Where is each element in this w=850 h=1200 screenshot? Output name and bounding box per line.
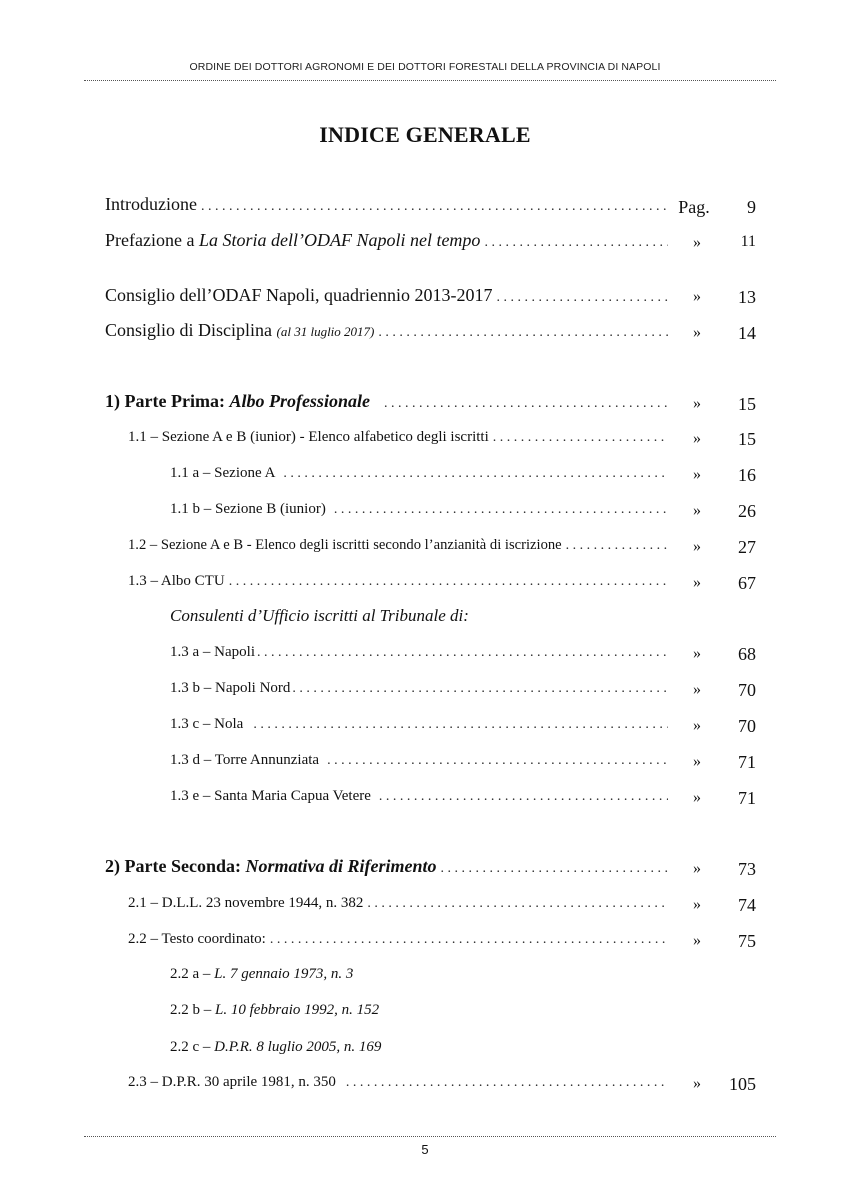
toc-page-number: 27 [738,537,756,557]
continuation-mark: » [693,717,701,734]
toc-page-number: 74 [738,895,756,915]
toc-entry-1-3-b[interactable] [170,680,668,702]
toc-entry-label: 1.2 – Sezione A e B - Elenco degli iscritti secondo l’anzianità di iscrizione [128,537,562,553]
continuation-mark: » [693,681,701,698]
toc-entry-1-3-c[interactable] [170,716,668,738]
toc-entry-label: Consiglio di Disciplina (al 31 luglio 2017) [105,320,375,340]
consulenti-subheading: Consulenti d’Ufficio iscritti al Tribunale di: [170,606,469,625]
leader-dots [270,932,668,948]
continuation-mark: » [693,538,701,555]
toc-entry-1-1-a[interactable] [170,465,668,487]
toc-entry-prefazione[interactable] [105,230,668,256]
toc-page-number: 16 [738,465,756,485]
leader-dots [378,325,668,341]
toc-entry-label: 1.1 b – Sezione B (iunior) [170,501,326,517]
toc-entry-label: 1.3 d – Torre Annunziata [170,752,320,768]
leader-dots [283,466,668,482]
continuation-mark: » [693,645,701,662]
leader-dots [384,396,668,412]
leader-dots [346,1075,668,1091]
continuation-mark: » [693,395,701,412]
toc-page-number: 105 [729,1074,756,1094]
leader-dots [334,502,668,518]
leader-dots [440,861,668,877]
toc-entry-label: 1.3 b – Napoli Nord [170,680,291,696]
toc-entry-2-1[interactable] [128,895,668,917]
footer-divider [84,1136,776,1137]
leader-dots [379,789,668,805]
continuation-mark: » [693,932,701,949]
toc-entry-introduzione[interactable] [105,194,668,220]
toc-page-number: 71 [738,788,756,808]
leader-dots [484,235,668,251]
leader-dots [493,430,668,446]
toc-entry-label: 1.3 e – Santa Maria Capua Vetere [170,788,371,804]
toc-page-number: 75 [738,931,756,951]
toc-entry-disciplina[interactable] [105,320,668,346]
toc-entry-1-3-d[interactable] [170,752,668,774]
toc-page-number: 13 [738,287,756,307]
continuation-mark: » [693,1075,701,1092]
continuation-mark: » [693,234,701,251]
toc-entry-label: 1.3 – Albo CTU [128,573,225,589]
toc-entry-label: 2.2 – Testo coordinato: [128,931,266,947]
continuation-mark: » [693,860,701,877]
toc-entry-consiglio[interactable] [105,285,668,311]
toc-entry-label: 1.1 a – Sezione A [170,465,276,481]
toc-entry-parte-prima[interactable] [105,391,668,417]
toc-entry-label: 2.3 – D.P.R. 30 aprile 1981, n. 350 [128,1074,336,1090]
toc-page-number: 73 [738,859,756,879]
leader-dots [201,199,668,215]
toc-entry-label: 1.1 – Sezione A e B (iunior) - Elenco alfabetico degli iscritti [128,429,489,445]
toc-entry-2-2-a[interactable]: 2.2 a – L. 7 gennaio 1973, n. 3 [170,966,354,982]
toc-entry-parte-seconda[interactable] [105,856,668,882]
toc-page-number: 68 [738,644,756,664]
toc-entry-label: 1) Parte Prima: Albo Professionale [105,391,370,411]
toc-entry-label: 2) Parte Seconda: Normativa di Riferimento [105,856,437,876]
toc-page-number: 26 [738,501,756,521]
toc-page-number: 9 [747,197,756,217]
page-label: Pag. [678,197,710,217]
toc-page-number: 70 [738,680,756,700]
toc-entry-label: Prefazione a La Storia dell’ODAF Napoli nel tempo [105,230,481,250]
toc-page-number: 67 [738,573,756,593]
toc-page-number: 11 [740,233,756,250]
toc-entry-2-3[interactable] [128,1074,668,1096]
toc-page-number: 70 [738,716,756,736]
continuation-mark: » [693,324,701,341]
toc-entry-1-1-b[interactable] [170,501,668,523]
leader-dots [496,290,668,306]
toc-entry-label: Introduzione [105,194,197,214]
toc-entry-label: 2.1 – D.L.L. 23 novembre 1944, n. 382 [128,895,364,911]
leader-dots [292,681,668,697]
continuation-mark: » [693,288,701,305]
toc-entry-label: 1.3 a – Napoli [170,644,255,660]
toc-entry-1-3[interactable] [128,573,668,595]
toc-entry-2-2-c[interactable]: 2.2 c – D.P.R. 8 luglio 2005, n. 169 [170,1039,382,1055]
toc-entry-2-2-b[interactable]: 2.2 b – L. 10 febbraio 1992, n. 152 [170,1002,380,1018]
toc-entry-1-1[interactable] [128,429,668,451]
page-title: INDICE GENERALE [319,122,531,147]
leader-dots [327,753,668,769]
toc-page-number: 15 [738,394,756,414]
toc-entry-1-2[interactable] [128,537,668,559]
leader-dots [253,717,668,733]
continuation-mark: » [693,502,701,519]
header-divider [84,80,776,81]
toc-entry-2-2[interactable] [128,931,668,953]
page-number: 5 [421,1142,429,1157]
continuation-mark: » [693,430,701,447]
toc-page-number: 71 [738,752,756,772]
toc-page-number: 14 [738,323,756,343]
leader-dots [566,538,668,554]
toc-entry-1-3-a[interactable] [170,644,668,666]
leader-dots [229,574,668,590]
continuation-mark: » [693,574,701,591]
toc-page-number: 15 [738,429,756,449]
toc-entry-label: Consiglio dell’ODAF Napoli, quadriennio 2013-2017 [105,285,493,305]
leader-dots [257,645,668,661]
leader-dots [367,896,668,912]
continuation-mark: » [693,753,701,770]
toc-entry-1-3-e[interactable] [170,788,668,810]
continuation-mark: » [693,896,701,913]
continuation-mark: » [693,466,701,483]
running-header: ORDINE DEI DOTTORI AGRONOMI E DEI DOTTORI FORESTALI DELLA PROVINCIA DI NAPOLI [189,61,661,73]
toc-entry-label: 1.3 c – Nola [170,716,244,732]
continuation-mark: » [693,789,701,806]
